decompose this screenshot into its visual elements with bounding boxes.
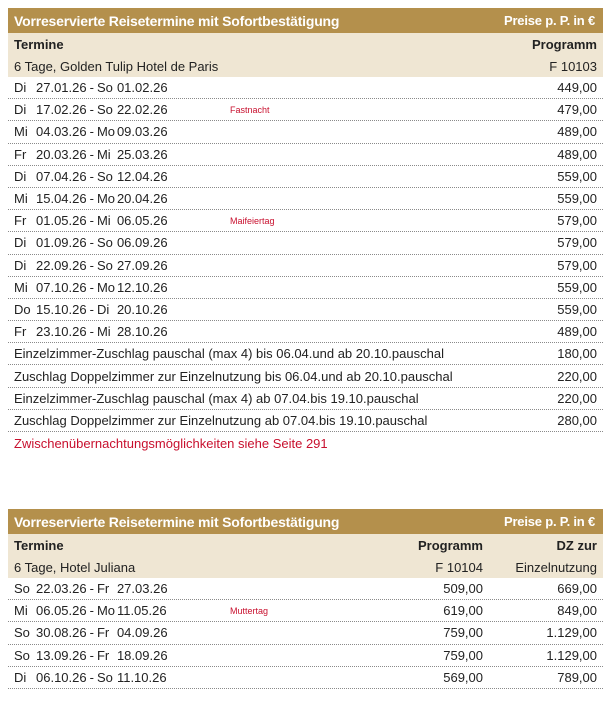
column-termine: Termine: [14, 537, 64, 553]
date-end: 25.03.26: [116, 146, 168, 162]
surcharge-price: 220,00: [557, 390, 597, 406]
date-end: 20.04.26: [116, 191, 168, 207]
holiday-note: Maifeiertag: [230, 216, 275, 227]
price-programm: 619,00: [443, 603, 483, 619]
holiday-note: Muttertag: [230, 606, 269, 617]
date-separator: -: [89, 80, 94, 96]
date-range: [8, 258, 507, 273]
weekday-end: Mi: [96, 146, 111, 162]
date-separator: -: [89, 625, 94, 641]
date-end: 11.10.26: [116, 669, 167, 685]
price: 579,00: [557, 235, 597, 251]
weekday-start: Mi: [14, 191, 28, 207]
surcharge-row: [8, 388, 603, 410]
surcharge-row: [8, 343, 603, 365]
weekday-start: So: [14, 581, 30, 597]
date-separator: -: [89, 235, 94, 251]
date-start: 13.09.26: [36, 647, 87, 663]
weekday-end: Di: [96, 301, 110, 317]
date-separator: -: [89, 257, 94, 273]
weekday-start: Di: [14, 168, 27, 184]
weekday-end: Mo: [96, 124, 116, 140]
column-dz-sub: Einzelnutzung: [515, 559, 597, 575]
program-code: F 10104: [435, 559, 483, 575]
date-start: 15.04.26: [36, 191, 87, 207]
date-range: [8, 147, 507, 162]
column-header-row: [8, 534, 603, 556]
price: 579,00: [557, 213, 597, 229]
date-start: 15.10.26: [36, 301, 87, 317]
date-range: [8, 280, 507, 295]
price: 489,00: [557, 124, 597, 140]
date-end: 06.05.26: [116, 213, 168, 229]
surcharge-label: Zuschlag Doppelzimmer zur Einzelnutzung ab 07.04.bis 19.10.pauschal: [14, 412, 428, 428]
date-range: [8, 603, 373, 618]
date-start: 17.02.26: [36, 102, 87, 118]
date-start: 01.09.26: [36, 235, 87, 251]
date-start: 23.10.26: [36, 324, 87, 340]
date-separator: -: [89, 168, 94, 184]
weekday-start: Do: [14, 301, 31, 317]
program-code: F 10103: [549, 58, 597, 74]
table-row: [8, 99, 603, 121]
weekday-start: Fr: [14, 213, 27, 229]
weekday-start: Di: [14, 102, 27, 118]
date-range: [8, 670, 373, 685]
weekday-start: So: [14, 625, 30, 641]
weekday-end: Mo: [96, 603, 116, 619]
weekday-start: Fr: [14, 324, 27, 340]
date-end: 06.09.26: [116, 235, 168, 251]
table-header-bar: [8, 8, 603, 33]
date-start: 06.10.26: [36, 669, 87, 685]
table-title: Vorreservierte Reisetermine mit Sofortbestätigung: [14, 12, 340, 29]
date-start: 27.01.26: [36, 80, 87, 96]
price: 479,00: [557, 102, 597, 118]
weekday-start: Di: [14, 80, 27, 96]
price-unit-label: Preise p. P. in €: [503, 514, 595, 529]
table-row: [8, 645, 603, 667]
price-single-use: 669,00: [557, 581, 597, 597]
surcharge-label: Zuschlag Doppelzimmer zur Einzelnutzung bis 06.04.und ab 20.10.pauschal: [14, 368, 453, 384]
date-end: 20.10.26: [116, 301, 168, 317]
price: 559,00: [557, 279, 597, 295]
weekday-start: So: [14, 647, 30, 663]
weekday-start: Mi: [14, 124, 28, 140]
date-range: [8, 324, 507, 339]
table-row: [8, 166, 603, 188]
date-start: 20.03.26: [36, 146, 87, 162]
footnote: Zwischenübernachtungsmöglichkeiten siehe Seite 291: [14, 435, 328, 451]
weekday-end: Mi: [96, 324, 111, 340]
date-separator: -: [89, 669, 94, 685]
table-row: [8, 77, 603, 99]
weekday-start: Di: [14, 257, 27, 273]
price: 449,00: [557, 80, 597, 96]
date-separator: -: [89, 191, 94, 207]
price-single-use: 1.129,00: [546, 625, 597, 641]
column-dz: DZ zur: [556, 537, 597, 553]
table-row: [8, 144, 603, 166]
table-row: [8, 210, 603, 232]
date-start: 06.05.26: [36, 603, 87, 619]
price-single-use: 1.129,00: [546, 647, 597, 663]
price-programm: 569,00: [443, 669, 483, 685]
date-range: [8, 235, 507, 250]
date-end: 27.09.26: [116, 257, 168, 273]
column-header-row: [8, 33, 603, 55]
date-start: 22.03.26: [36, 581, 87, 597]
hotel-name: 6 Tage, Hotel Juliana: [14, 559, 136, 575]
date-end: 28.10.26: [116, 324, 168, 340]
travel-dates-table-golden-tulip: [8, 8, 603, 454]
weekday-end: Mo: [96, 191, 116, 207]
weekday-end: So: [96, 669, 113, 685]
weekday-end: Fr: [96, 581, 110, 597]
price: 489,00: [557, 324, 597, 340]
date-rows: [8, 578, 603, 689]
date-separator: -: [89, 124, 94, 140]
table-row: [8, 232, 603, 254]
weekday-end: Mo: [96, 279, 116, 295]
weekday-end: Fr: [96, 647, 110, 663]
date-range: [8, 648, 373, 663]
surcharge-row: [8, 410, 603, 432]
price-unit-label: Preise p. P. in €: [503, 13, 595, 28]
column-programm: Programm: [417, 537, 483, 553]
table-header-bar: [8, 509, 603, 534]
date-separator: -: [89, 301, 94, 317]
price-single-use: 789,00: [557, 669, 597, 685]
surcharge-label: Einzelzimmer-Zuschlag pauschal (max 4) bis 06.04.und ab 20.10.pauschal: [14, 346, 444, 362]
date-separator: -: [89, 279, 94, 295]
weekday-end: So: [96, 80, 113, 96]
price: 579,00: [557, 257, 597, 273]
price: 489,00: [557, 146, 597, 162]
column-termine: Termine: [14, 36, 64, 52]
date-separator: -: [89, 647, 94, 663]
surcharge-rows: [8, 343, 603, 432]
date-end: 11.05.26: [116, 603, 167, 619]
date-start: 30.08.26: [36, 625, 87, 641]
weekday-start: Di: [14, 669, 27, 685]
weekday-end: So: [96, 168, 113, 184]
surcharge-price: 180,00: [557, 346, 597, 362]
date-range: [8, 169, 507, 184]
date-separator: -: [89, 603, 94, 619]
date-range: [8, 124, 507, 139]
weekday-start: Fr: [14, 146, 27, 162]
travel-dates-table-juliana: [8, 509, 603, 689]
weekday-end: So: [96, 235, 113, 251]
weekday-start: Mi: [14, 279, 28, 295]
date-start: 22.09.26: [36, 257, 87, 273]
surcharge-label: Einzelzimmer-Zuschlag pauschal (max 4) ab 07.04.bis 19.10.pauschal: [14, 390, 419, 406]
hotel-row: [8, 556, 603, 578]
weekday-end: So: [96, 257, 113, 273]
table-row: [8, 121, 603, 143]
surcharge-price: 280,00: [557, 412, 597, 428]
date-range: [8, 625, 373, 640]
hotel-name: 6 Tage, Golden Tulip Hotel de Paris: [14, 58, 219, 74]
date-range: [8, 581, 373, 596]
date-end: 01.02.26: [116, 80, 168, 96]
date-end: 04.09.26: [116, 625, 168, 641]
table-row: [8, 600, 603, 622]
weekday-end: Mi: [96, 213, 111, 229]
date-range: [8, 191, 507, 206]
date-end: 27.03.26: [116, 581, 168, 597]
date-separator: -: [89, 146, 94, 162]
weekday-start: Di: [14, 235, 27, 251]
date-start: 07.04.26: [36, 168, 87, 184]
date-range: [8, 302, 507, 317]
price-programm: 759,00: [443, 647, 483, 663]
date-start: 01.05.26: [36, 213, 87, 229]
table-row: [8, 255, 603, 277]
table-title: Vorreservierte Reisetermine mit Sofortbestätigung: [14, 513, 340, 530]
date-rows: [8, 77, 603, 343]
date-start: 07.10.26: [36, 279, 87, 295]
weekday-end: So: [96, 102, 113, 118]
price-single-use: 849,00: [557, 603, 597, 619]
column-programm: Programm: [531, 36, 597, 52]
table-row: [8, 188, 603, 210]
price-programm: 509,00: [443, 581, 483, 597]
date-range: [8, 213, 507, 228]
table-row: [8, 321, 603, 343]
price: 559,00: [557, 301, 597, 317]
date-separator: -: [89, 324, 94, 340]
price-programm: 759,00: [443, 625, 483, 641]
weekday-start: Mi: [14, 603, 28, 619]
table-row: [8, 578, 603, 600]
footnote-row: [8, 432, 603, 454]
date-end: 12.04.26: [116, 168, 168, 184]
date-separator: -: [89, 581, 94, 597]
hotel-row: [8, 55, 603, 77]
table-row: [8, 299, 603, 321]
price: 559,00: [557, 168, 597, 184]
table-row: [8, 277, 603, 299]
date-end: 12.10.26: [116, 279, 168, 295]
date-end: 22.02.26: [116, 102, 168, 118]
date-end: 18.09.26: [116, 647, 168, 663]
date-range: [8, 102, 507, 117]
surcharge-price: 220,00: [557, 368, 597, 384]
date-separator: -: [89, 213, 94, 229]
table-row: [8, 622, 603, 644]
price: 559,00: [557, 191, 597, 207]
surcharge-row: [8, 365, 603, 387]
weekday-end: Fr: [96, 625, 110, 641]
date-range: [8, 80, 507, 95]
date-end: 09.03.26: [116, 124, 168, 140]
date-start: 04.03.26: [36, 124, 87, 140]
table-row: [8, 667, 603, 689]
date-separator: -: [89, 102, 94, 118]
holiday-note: Fastnacht: [230, 105, 270, 116]
